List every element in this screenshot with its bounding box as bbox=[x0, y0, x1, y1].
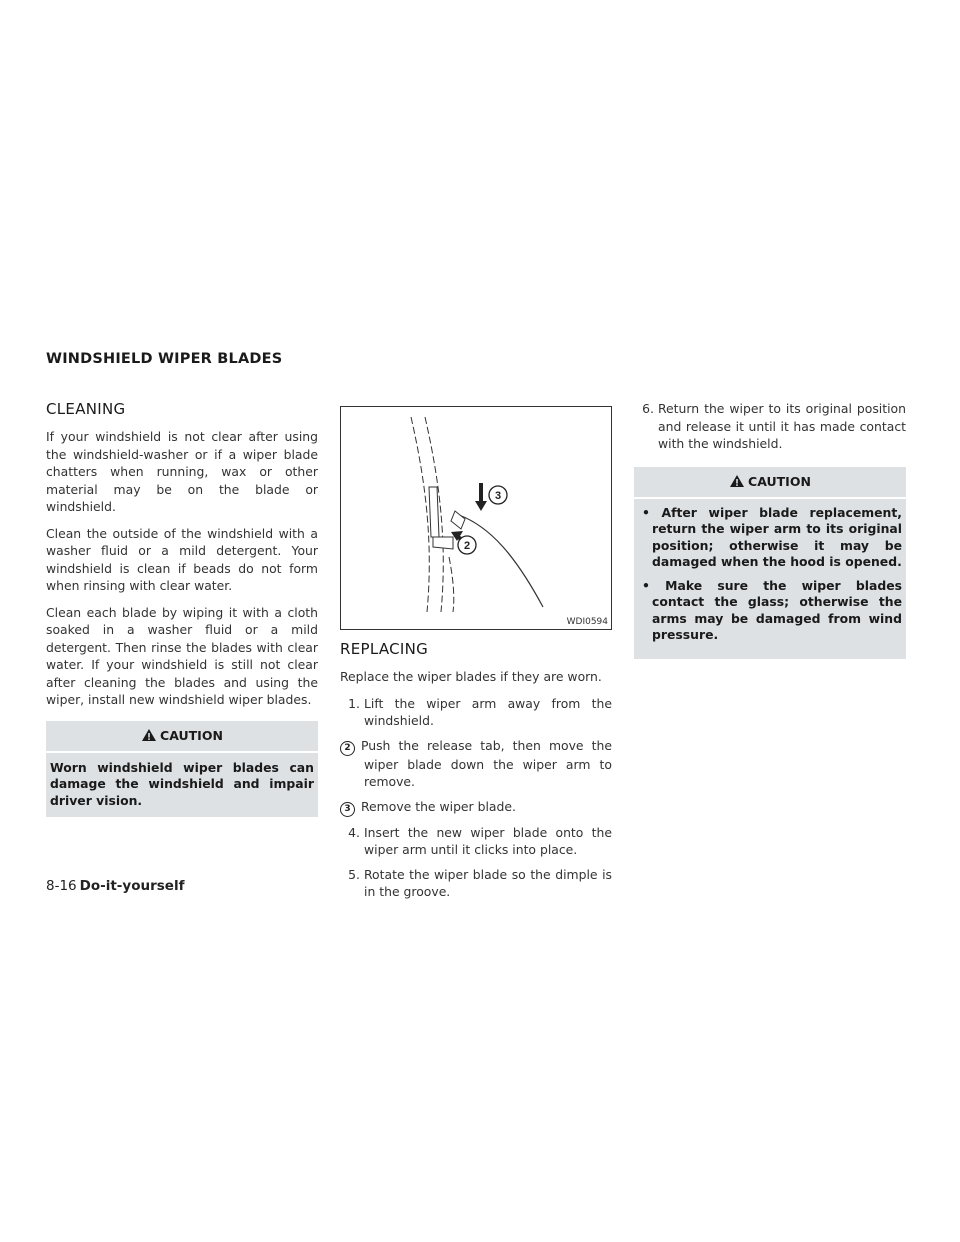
section-title: WINDSHIELD WIPER BLADES bbox=[46, 351, 283, 367]
step-text: Rotate the wiper blade so the dimple is in the groove. bbox=[364, 866, 612, 899]
caution-label: CAUTION bbox=[160, 727, 223, 743]
cleaning-paragraph-2: Clean the outside of the windshield with a washer fluid or a mild detergent. Your windshield is clean if beads do not form when rinsing with clear water. bbox=[46, 525, 318, 593]
caution-item-text: Make sure the wiper blades contact the glass; otherwise the arms may be damaged from wind pressure. bbox=[652, 577, 902, 642]
wiper-blade-illustration bbox=[340, 406, 612, 630]
callout-3: 3 bbox=[494, 490, 502, 502]
step-number: 4. bbox=[348, 824, 360, 840]
replacing-column bbox=[340, 400, 612, 908]
step-number: 1. bbox=[348, 695, 360, 711]
step-number-circle: 3 bbox=[340, 802, 355, 817]
caution-list bbox=[634, 499, 906, 644]
caution-header bbox=[634, 467, 906, 499]
figure-code: WDI0594 bbox=[566, 617, 608, 627]
step-number: 5. bbox=[348, 866, 360, 882]
page-footer bbox=[46, 878, 184, 894]
caution-label: CAUTION bbox=[748, 473, 811, 489]
replacing-continued-column bbox=[634, 400, 906, 659]
caution-header bbox=[46, 721, 318, 753]
caution-box bbox=[46, 721, 318, 818]
caution-box bbox=[634, 467, 906, 659]
warning-triangle-icon bbox=[729, 474, 745, 491]
step-text: Push the release tab, then move the wiper blade down the wiper arm to remove. bbox=[361, 737, 612, 789]
step-number: 6. bbox=[642, 401, 654, 416]
step-3 bbox=[340, 798, 612, 817]
step-number-circle: 2 bbox=[340, 741, 355, 756]
wiper-diagram bbox=[341, 407, 611, 629]
cleaning-heading: CLEANING bbox=[46, 400, 126, 418]
step-6 bbox=[634, 400, 906, 453]
caution-item: • After wiper blade replacement, return the wiper arm to its original position; otherwise it may be damaged when the hood is opened. bbox=[642, 504, 902, 569]
warning-triangle-icon bbox=[141, 728, 157, 745]
replacing-steps bbox=[340, 695, 612, 901]
caution-item-text: After wiper blade replacement, return the wiper arm to its original position; otherwise it may be damaged when the hood is opened. bbox=[652, 504, 902, 569]
step-text: Lift the wiper arm away from the windshield. bbox=[364, 695, 612, 728]
step-5 bbox=[340, 866, 612, 901]
caution-item: • Make sure the wiper blades contact the glass; otherwise the arms may be damaged from wind pressure. bbox=[642, 577, 902, 642]
cleaning-paragraph-1: If your windshield is not clear after using the windshield-washer or if a wiper blade chatters when running, wax or other material may be on the blade or windshield. bbox=[46, 429, 318, 514]
step-text: Return the wiper to its original position and release it until it has made contact with the windshield. bbox=[658, 401, 906, 451]
step-text: Insert the new wiper blade onto the wiper arm until it clicks into place. bbox=[364, 824, 612, 857]
replacing-steps-continued bbox=[634, 400, 906, 453]
step-1 bbox=[340, 695, 612, 730]
callout-2: 2 bbox=[463, 540, 471, 552]
chapter-title: Do-it-yourself bbox=[79, 878, 185, 894]
step-4 bbox=[340, 824, 612, 859]
caution-text: Worn windshield wiper blades can damage the windshield and impair driver vision. bbox=[50, 759, 314, 808]
step-2 bbox=[340, 737, 612, 791]
cleaning-column bbox=[46, 400, 318, 817]
replacing-heading: REPLACING bbox=[340, 640, 429, 658]
page-number: 8-16 bbox=[46, 878, 77, 894]
replacing-intro: Replace the wiper blades if they are worn. bbox=[340, 669, 602, 684]
step-text: Remove the wiper blade. bbox=[361, 798, 516, 814]
cleaning-paragraph-3: Clean each blade by wiping it with a cloth soaked in a washer fluid or a mild detergent. Then rinse the blades with clear water. If your windshield is still not clear after cleaning the blades and using the wiper, install new windshield wiper blades. bbox=[46, 604, 318, 707]
